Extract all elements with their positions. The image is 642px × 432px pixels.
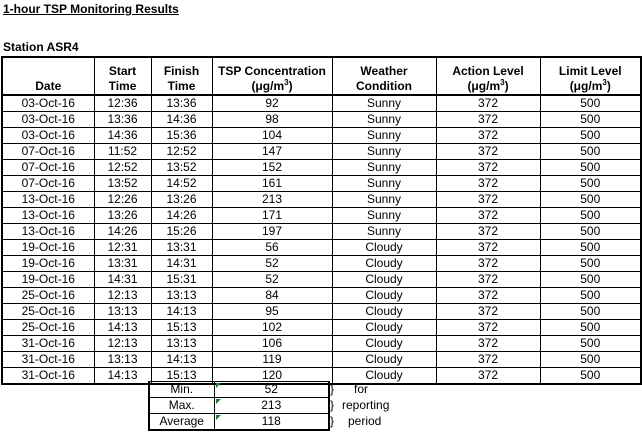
header-row [2, 57, 641, 95]
tsp-value-cell: 120 [212, 368, 332, 385]
weather-cell: Cloudy [332, 304, 436, 320]
start-time-cell: 11:52 [94, 144, 151, 160]
start-time-cell: 12:26 [94, 192, 151, 208]
date-cell: 31-Oct-16 [2, 352, 94, 368]
tsp-value-cell: 161 [212, 176, 332, 192]
header-finish-time: Finish Time [151, 57, 212, 95]
tsp-value-cell: 213 [212, 192, 332, 208]
finish-time-cell: 13:52 [151, 160, 212, 176]
date-cell: 03-Oct-16 [2, 128, 94, 144]
date-cell: 13-Oct-16 [2, 208, 94, 224]
date-cell: 19-Oct-16 [2, 256, 94, 272]
brace-glyph: } [330, 398, 335, 412]
header-weather-condition: Weather Condition [332, 57, 436, 95]
finish-time-cell: 14:36 [151, 112, 212, 128]
date-cell: 25-Oct-16 [2, 288, 94, 304]
summary-row [149, 398, 329, 414]
action-level-cell: 372 [436, 368, 540, 385]
finish-time-cell: 14:13 [151, 352, 212, 368]
header-start-time: Start Time [94, 57, 151, 95]
finish-time-cell: 14:31 [151, 256, 212, 272]
tsp-value-cell: 197 [212, 224, 332, 240]
weather-cell: Cloudy [332, 368, 436, 385]
date-cell: 25-Oct-16 [2, 304, 94, 320]
start-time-cell: 14:36 [94, 128, 151, 144]
limit-level-cell: 500 [540, 176, 641, 192]
limit-level-cell: 500 [540, 240, 641, 256]
weather-cell: Cloudy [332, 352, 436, 368]
weather-cell: Sunny [332, 128, 436, 144]
action-level-cell: 372 [436, 208, 540, 224]
header-tsp-concentration: TSP Concentration $(\mu g/m^3)$ [212, 57, 332, 95]
action-level-cell: 372 [436, 304, 540, 320]
start-time-cell: 14:26 [94, 224, 151, 240]
finish-time-cell: 14:26 [151, 208, 212, 224]
start-time-cell: 14:13 [94, 368, 151, 385]
table-row [2, 208, 641, 224]
finish-time-cell: 13:13 [151, 336, 212, 352]
start-time-cell: 12:36 [94, 95, 151, 112]
limit-level-cell: 500 [540, 256, 641, 272]
date-cell: 03-Oct-16 [2, 95, 94, 112]
date-cell: 07-Oct-16 [2, 160, 94, 176]
start-time-cell: 12:13 [94, 288, 151, 304]
weather-cell: Cloudy [332, 320, 436, 336]
limit-level-cell: 500 [540, 95, 641, 112]
summary-note-row [330, 413, 410, 429]
start-time-cell: 14:31 [94, 272, 151, 288]
table-row [2, 304, 641, 320]
finish-time-cell: 14:13 [151, 304, 212, 320]
weather-cell: Sunny [332, 144, 436, 160]
start-time-cell: 14:13 [94, 320, 151, 336]
summary-label: Max. [149, 398, 214, 414]
brace-glyph: } [330, 414, 335, 428]
summary-note: reporting [342, 398, 390, 412]
report-title: 1-hour TSP Monitoring Results [3, 2, 179, 16]
finish-time-cell: 15:13 [151, 368, 212, 385]
tsp-value-cell: 104 [212, 128, 332, 144]
summary-table [148, 381, 330, 431]
date-cell: 25-Oct-16 [2, 320, 94, 336]
finish-time-cell: 15:13 [151, 320, 212, 336]
tsp-value-cell: 171 [212, 208, 332, 224]
weather-cell: Sunny [332, 160, 436, 176]
header-action-level: Action Level $(\mu g/m^3)$ [436, 57, 540, 95]
action-level-cell: 372 [436, 320, 540, 336]
table-row [2, 288, 641, 304]
finish-time-cell: 15:26 [151, 224, 212, 240]
limit-level-cell: 500 [540, 224, 641, 240]
date-cell: 13-Oct-16 [2, 224, 94, 240]
date-cell: 19-Oct-16 [2, 272, 94, 288]
limit-level-cell: 500 [540, 304, 641, 320]
tsp-value-cell: 106 [212, 336, 332, 352]
finish-time-cell: 13:31 [151, 240, 212, 256]
action-level-cell: 372 [436, 95, 540, 112]
tsp-value-cell: 56 [212, 240, 332, 256]
header-limit-level: Limit Level $(\mu g/m^3)$ [540, 57, 641, 95]
action-level-cell: 372 [436, 128, 540, 144]
limit-level-cell: 500 [540, 128, 641, 144]
summary-value: 118 [214, 414, 329, 431]
summary-note-row [330, 397, 410, 413]
tsp-value-cell: 95 [212, 304, 332, 320]
summary-row [149, 414, 329, 431]
tsp-value-cell: 147 [212, 144, 332, 160]
summary-label: Min. [149, 382, 214, 398]
weather-cell: Cloudy [332, 240, 436, 256]
header-date: Date [2, 57, 94, 95]
finish-time-cell: 13:13 [151, 288, 212, 304]
date-cell: 19-Oct-16 [2, 240, 94, 256]
start-time-cell: 13:52 [94, 176, 151, 192]
station-label: Station ASR4 [3, 40, 79, 54]
finish-time-cell: 14:52 [151, 176, 212, 192]
tsp-value-cell: 52 [212, 256, 332, 272]
table-row [2, 95, 641, 112]
table-row [2, 256, 641, 272]
finish-time-cell: 15:36 [151, 128, 212, 144]
limit-level-cell: 500 [540, 208, 641, 224]
start-time-cell: 13:31 [94, 256, 151, 272]
action-level-cell: 372 [436, 112, 540, 128]
finish-time-cell: 13:26 [151, 192, 212, 208]
start-time-cell: 13:13 [94, 304, 151, 320]
start-time-cell: 12:13 [94, 336, 151, 352]
table-row [2, 176, 641, 192]
action-level-cell: 372 [436, 224, 540, 240]
weather-cell: Sunny [332, 208, 436, 224]
date-cell: 07-Oct-16 [2, 144, 94, 160]
action-level-cell: 372 [436, 336, 540, 352]
limit-level-cell: 500 [540, 320, 641, 336]
date-cell: 07-Oct-16 [2, 176, 94, 192]
summary-value: 52 [214, 382, 329, 398]
limit-level-cell: 500 [540, 144, 641, 160]
date-cell: 31-Oct-16 [2, 336, 94, 352]
table-row [2, 128, 641, 144]
action-level-cell: 372 [436, 288, 540, 304]
finish-time-cell: 12:52 [151, 144, 212, 160]
action-level-cell: 372 [436, 272, 540, 288]
tsp-value-cell: 84 [212, 288, 332, 304]
weather-cell: Cloudy [332, 272, 436, 288]
action-level-cell: 372 [436, 192, 540, 208]
action-level-cell: 372 [436, 144, 540, 160]
tsp-value-cell: 98 [212, 112, 332, 128]
table-row [2, 336, 641, 352]
summary-value: 213 [214, 398, 329, 414]
summary-note: for [354, 382, 369, 396]
limit-level-cell: 500 [540, 336, 641, 352]
tsp-value-cell: 102 [212, 320, 332, 336]
tsp-results-table [1, 56, 642, 385]
start-time-cell: 13:36 [94, 112, 151, 128]
finish-time-cell: 15:31 [151, 272, 212, 288]
start-time-cell: 13:26 [94, 208, 151, 224]
action-level-cell: 372 [436, 240, 540, 256]
weather-cell: Sunny [332, 176, 436, 192]
limit-level-cell: 500 [540, 352, 641, 368]
table-row [2, 144, 641, 160]
limit-level-cell: 500 [540, 368, 641, 385]
start-time-cell: 13:13 [94, 352, 151, 368]
table-row [2, 272, 641, 288]
limit-level-cell: 500 [540, 112, 641, 128]
action-level-cell: 372 [436, 176, 540, 192]
action-level-cell: 372 [436, 160, 540, 176]
weather-cell: Sunny [332, 224, 436, 240]
tsp-value-cell: 119 [212, 352, 332, 368]
date-cell: 13-Oct-16 [2, 192, 94, 208]
summary-notes [330, 381, 410, 429]
start-time-cell: 12:52 [94, 160, 151, 176]
brace-glyph: } [330, 382, 335, 396]
table-row [2, 112, 641, 128]
weather-cell: Cloudy [332, 288, 436, 304]
weather-cell: Cloudy [332, 256, 436, 272]
limit-level-cell: 500 [540, 288, 641, 304]
limit-level-cell: 500 [540, 272, 641, 288]
limit-level-cell: 500 [540, 192, 641, 208]
table-row [2, 352, 641, 368]
table-row [2, 224, 641, 240]
finish-time-cell: 13:36 [151, 95, 212, 112]
summary-label: Average [149, 414, 214, 431]
tsp-value-cell: 152 [212, 160, 332, 176]
table-row [2, 160, 641, 176]
tsp-value-cell: 92 [212, 95, 332, 112]
tsp-value-cell: 52 [212, 272, 332, 288]
table-row [2, 240, 641, 256]
date-cell: 31-Oct-16 [2, 368, 94, 385]
table-row [2, 192, 641, 208]
table-row [2, 320, 641, 336]
limit-level-cell: 500 [540, 160, 641, 176]
summary-row [149, 382, 329, 398]
weather-cell: Sunny [332, 95, 436, 112]
action-level-cell: 372 [436, 352, 540, 368]
summary-note-row [330, 381, 410, 397]
action-level-cell: 372 [436, 256, 540, 272]
weather-cell: Sunny [332, 112, 436, 128]
weather-cell: Cloudy [332, 336, 436, 352]
start-time-cell: 12:31 [94, 240, 151, 256]
date-cell: 03-Oct-16 [2, 112, 94, 128]
weather-cell: Sunny [332, 192, 436, 208]
summary-note: period [348, 414, 382, 428]
